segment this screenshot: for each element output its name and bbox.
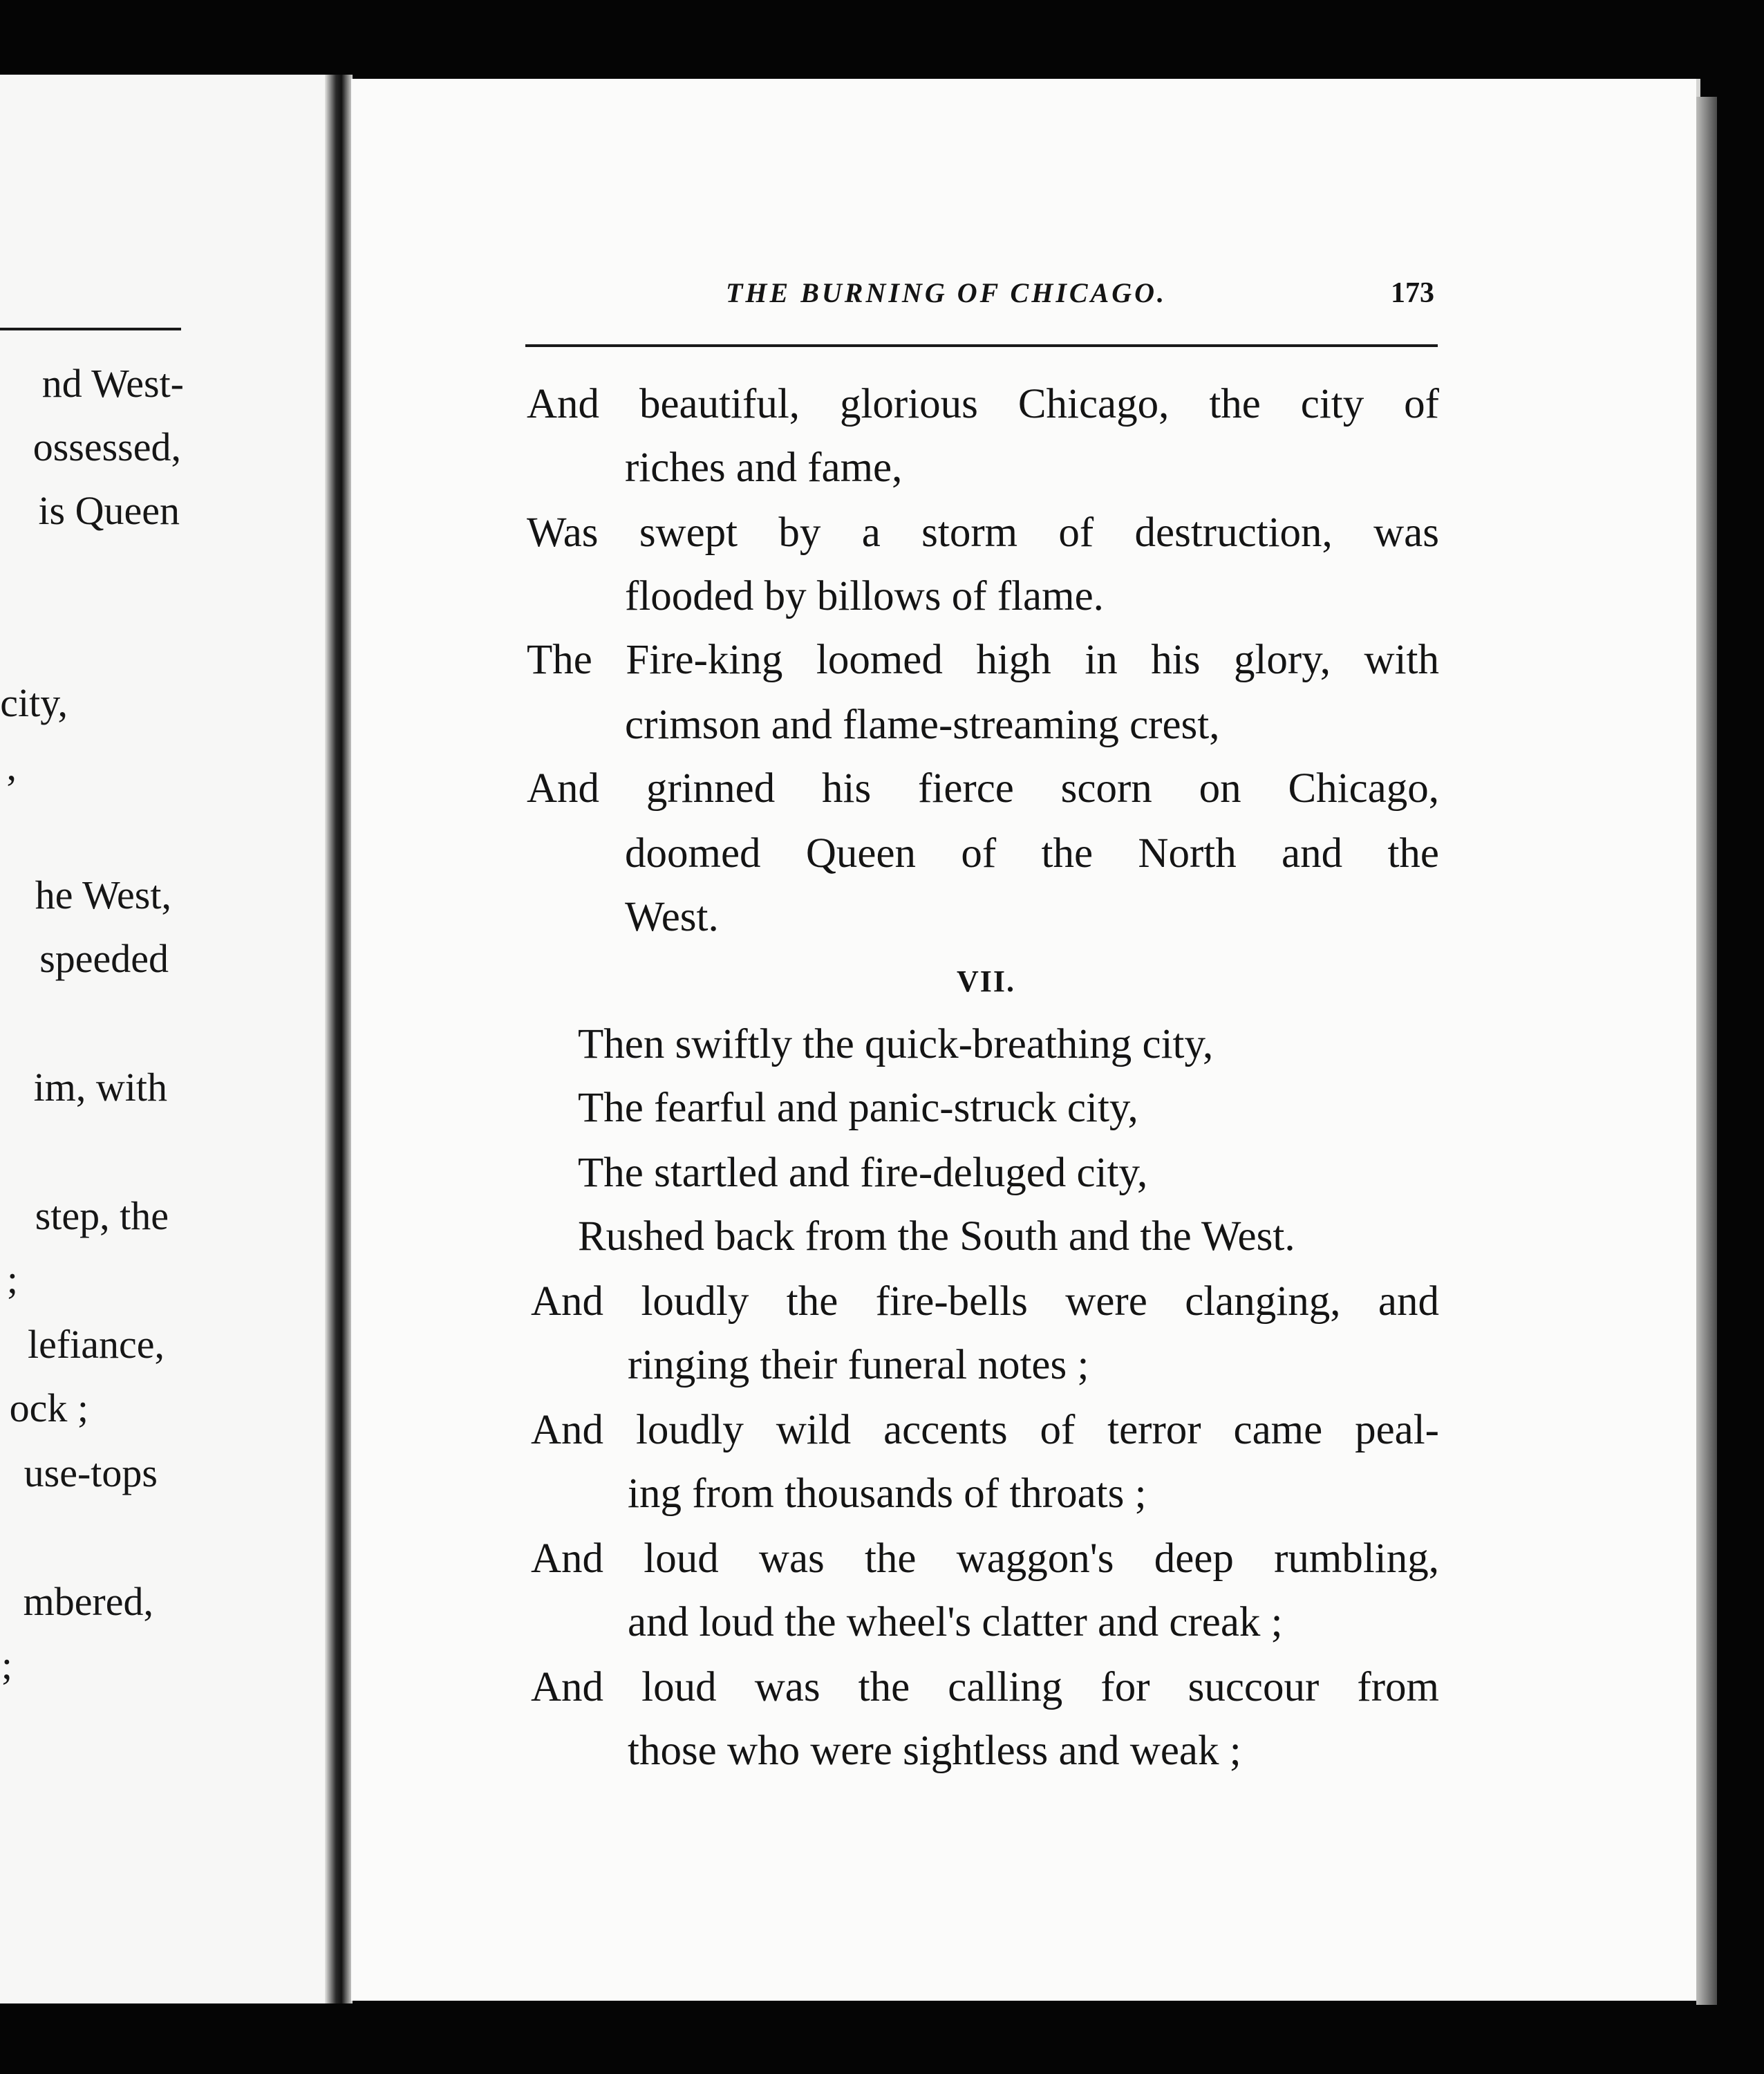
left-line: , <box>6 744 17 789</box>
left-line: ossessed, <box>32 424 181 469</box>
verse-line: ing from thousands of throats ; <box>628 1470 1147 1517</box>
verse-line: And loudly wild accents of terror came peal- <box>531 1407 1439 1453</box>
left-line: ; <box>6 1257 18 1302</box>
verse-line: crimson and flame-streaming crest, <box>625 702 1220 748</box>
left-line: ock ; <box>9 1385 88 1430</box>
verse-line: And beautiful, glorious Chicago, the city of <box>527 381 1439 427</box>
verse-line: Then swiftly the quick-breathing city, <box>578 1021 1214 1067</box>
verse-line: And grinned his fierce scorn on Chicago, <box>527 765 1439 812</box>
verse-line: The fearful and panic-struck city, <box>578 1085 1138 1131</box>
left-line: lefiance, <box>27 1322 165 1367</box>
verse-line: The Fire-king loomed high in his glory, with <box>527 637 1439 683</box>
page-edge <box>1696 97 1717 2005</box>
left-line: use-tops <box>24 1450 158 1495</box>
verse-line: And loud was the waggon's deep rumbling, <box>531 1535 1439 1582</box>
section-number: VII. <box>957 964 1016 998</box>
verse-line: And loud was the calling for succour from <box>531 1664 1439 1710</box>
verse-line: doomed Queen of the North and the <box>625 830 1439 877</box>
verse-line: Was swept by a storm of destruction, was <box>527 510 1439 556</box>
verse-line: riches and fame, <box>625 445 903 491</box>
left-page-rule <box>0 328 181 330</box>
header-rule <box>525 344 1438 347</box>
left-line: step, the <box>35 1193 169 1238</box>
verse-line: And loudly the fire-bells were clanging, and <box>531 1278 1439 1325</box>
left-line: he West, <box>35 872 171 917</box>
left-line: ; <box>1 1643 12 1688</box>
book-gutter <box>325 75 353 2003</box>
left-line: is Queen <box>38 488 180 533</box>
verse-line: The startled and fire-deluged city, <box>578 1150 1148 1196</box>
verse-line: those who were sightless and weak ; <box>628 1728 1241 1774</box>
left-line: speeded <box>39 936 169 981</box>
left-line: mbered, <box>23 1579 153 1624</box>
left-line: city, <box>0 680 68 725</box>
verse-line: flooded by billows of flame. <box>625 573 1104 619</box>
verse-line: West. <box>625 894 719 940</box>
page-number: 173 <box>1391 277 1434 309</box>
verse-line: and loud the wheel's clatter and creak ; <box>628 1599 1283 1645</box>
running-head: THE BURNING OF CHICAGO. <box>726 277 1167 308</box>
left-page <box>0 75 330 2003</box>
left-line: nd West- <box>41 361 184 406</box>
verse-line: Rushed back from the South and the West. <box>578 1213 1295 1260</box>
left-line: im, with <box>33 1065 167 1110</box>
verse-line: ringing their funeral notes ; <box>628 1342 1089 1388</box>
